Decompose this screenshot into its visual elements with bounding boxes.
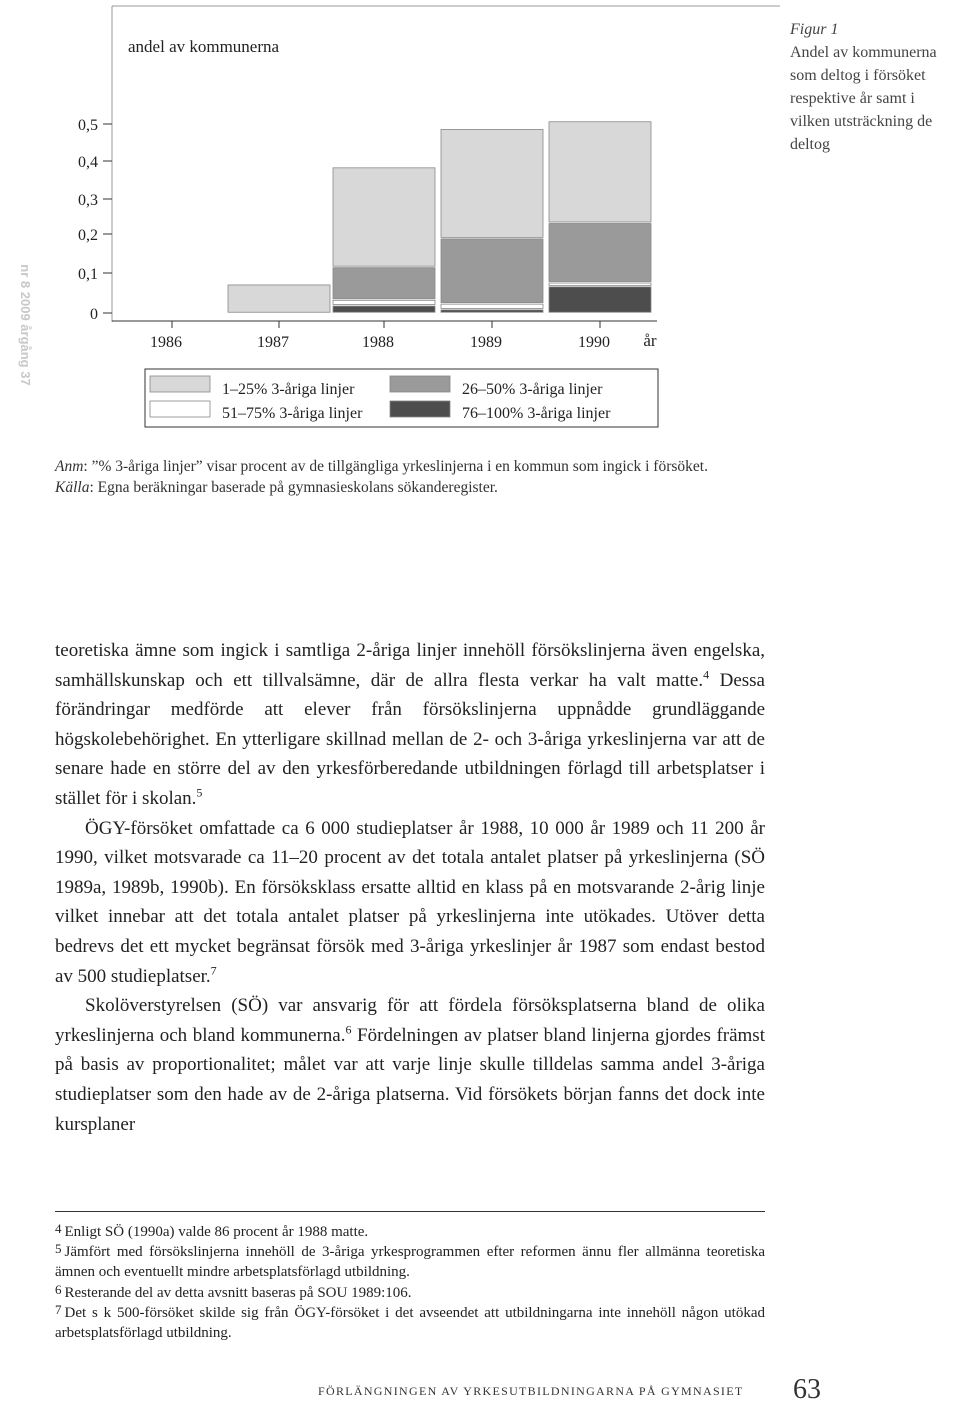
paragraph-1-text-a: teoretiska ämne som ingick i samtliga 2-åriga linjer innehöll försökslinjerna även engelska, samhällskunskap och ett tillvalsämne, där de allra flesta verkar ha valt matte.: [55, 640, 765, 691]
footnote-5: [55, 1242, 765, 1282]
anm-text: : ”% 3-åriga linjer” visar procent av de tillgängliga yrkeslinjerna i en kommun som ingick i försöket.: [83, 458, 708, 475]
chart-legend: [145, 369, 658, 427]
footnotes: [55, 1222, 765, 1343]
paragraph-3-text-a: Skolöverstyrelsen (SÖ) var ansvarig för att fördela försöksplatserna bland de olika yrkeslinjerna och bland kommunerna.: [55, 995, 765, 1046]
x-tick-label: 1990: [578, 334, 610, 351]
legend-label: 51–75% 3-åriga linjer: [222, 405, 363, 422]
footnote-number: 6: [55, 1281, 62, 1297]
y-tick-label: 0,2: [78, 227, 98, 244]
bar-segment: [441, 129, 543, 237]
x-tick-label: 1989: [470, 334, 502, 351]
bar-segment: [549, 283, 651, 285]
footnote-number: 7: [55, 1301, 62, 1317]
journal-issue-tag: nr 8 2009 årgång 37: [18, 264, 33, 386]
y-tick-label: 0,5: [78, 117, 98, 134]
legend-swatch: [390, 376, 450, 392]
footnote-6: [55, 1283, 765, 1303]
footnote-text: Jämfört med försökslinjerna innehöll de 3-åriga yrkesprogrammen efter reformen ännu fler allmänna teoretiska ämnen och eventuellt mindre arbetsplatsförlagd utbildning.: [55, 1244, 765, 1281]
footnote-text: Det s k 500-försöket skilde sig från ÖGY-försöket i det avseendet att utbildningarna inte innehöll någon utökad arbetsplatsförlagd utbildning.: [55, 1304, 765, 1342]
legend-label: 76–100% 3-åriga linjer: [462, 405, 611, 422]
anm-paragraph: [55, 456, 775, 477]
legend-swatch: [150, 376, 210, 392]
legend-label: 26–50% 3-åriga linjer: [462, 381, 603, 398]
paragraph-1-text-b: Dessa förändringar medförde att elever från försökslinjerna uppnådde grundläggande högskolebehörighet. En ytterligare skillnad mellan de 2- och 3-åriga yrkeslinjerna var att de senare hade en större del av den yrkesförberedande utbildningen förlagd till arbetsplatser i stället för i skolan.: [55, 669, 765, 809]
paragraph-2: [55, 814, 765, 992]
source-text: : Egna beräkningar baserade på gymnasieskolans sökanderegister.: [89, 479, 498, 496]
bar-segment: [441, 310, 543, 312]
legend-swatch: [390, 401, 450, 417]
paragraph-1: [55, 636, 765, 814]
bar-segment: [333, 306, 435, 312]
stacked-bar-chart: [0, 0, 960, 440]
bar-segment: [228, 285, 330, 312]
legend-label: 1–25% 3-åriga linjer: [222, 381, 355, 398]
paragraph-3: [55, 991, 765, 1139]
footnote-text: Resterande del av detta avsnitt baseras på SOU 1989:106.: [64, 1284, 412, 1301]
source-label: Källa: [55, 479, 90, 496]
bar-segment: [549, 287, 651, 312]
y-tick-label: 0: [90, 306, 98, 323]
y-axis-title: andel av kommunerna: [128, 37, 280, 56]
figure-caption-text: Andel av kommunerna som deltog i försöket respektive år samt i vilken utsträckning de deltog: [790, 44, 937, 153]
footnote-number: 5: [55, 1241, 62, 1257]
x-tick-label: 1988: [362, 334, 394, 351]
page-number: 63: [793, 1374, 821, 1405]
footnote-divider: [55, 1211, 765, 1212]
bar-segment: [441, 304, 543, 308]
bar-segment: [549, 224, 651, 282]
paragraph-3-text-b: Fördelningen av platser bland linjerna gjordes främst på basis av proportionalitet; målet var att varje linje skulle tilldelas samma andel 3-åriga studieplatser som den hade av de 2-åriga platserna. Vid försökets början fanns det dock inte kursplaner: [55, 1024, 765, 1135]
y-tick-label: 0,3: [78, 192, 98, 209]
footnote-7: [55, 1303, 765, 1343]
figure-number: Figur 1: [790, 21, 839, 38]
x-tick-label: 1986: [150, 334, 182, 351]
y-tick-label: 0,1: [78, 266, 98, 283]
footnote-text: Enligt SÖ (1990a) valde 86 procent år 1988 matte.: [64, 1224, 369, 1240]
footnote-ref-5[interactable]: 5: [196, 785, 203, 800]
bar-segment: [441, 239, 543, 303]
footnote-ref-4[interactable]: 4: [703, 667, 710, 682]
y-tick-label: 0,4: [78, 154, 98, 171]
anm-label: Anm: [55, 458, 84, 475]
bar-segment: [333, 168, 435, 266]
footnote-ref-6[interactable]: 6: [345, 1022, 352, 1037]
x-axis-title: år: [643, 331, 657, 350]
paragraph-2-text: ÖGY-försöket omfattade ca 6 000 studieplatser år 1988, 10 000 år 1989 och 11 200 år 1990, vilket motsvarade ca 11–20 procent av det totala antalet platser på yrkeslinjerna (SÖ 1989a, 1989b, 1990b). En försöksklass ersatte alltid en klass på en motsvarande 2-årig linje vilket innebar att det totala antalet platser på yrkeslinjerna inte utökades. Utöver detta bedrevs det ett mycket begränsat försök med 3-åriga yrkeslinjer år 1987 som endast bestod av 500 studieplatser.: [55, 817, 765, 987]
legend-swatch: [150, 401, 210, 417]
figure-note: [55, 456, 775, 498]
footnote-4: [55, 1222, 765, 1242]
bar-segment: [333, 268, 435, 299]
footnote-number: 4: [55, 1221, 62, 1236]
bar-segment: [549, 122, 651, 222]
x-tick-label: 1987: [257, 334, 289, 351]
footnote-ref-7[interactable]: 7: [210, 963, 217, 978]
chart-bars: [228, 122, 651, 313]
bar-segment: [333, 300, 435, 304]
source-paragraph: [55, 477, 775, 498]
body-text: [55, 636, 765, 1139]
running-head: FÖRLÄNGNINGEN AV YRKESUTBILDNINGARNA PÅ GYMNASIET: [318, 1384, 744, 1398]
